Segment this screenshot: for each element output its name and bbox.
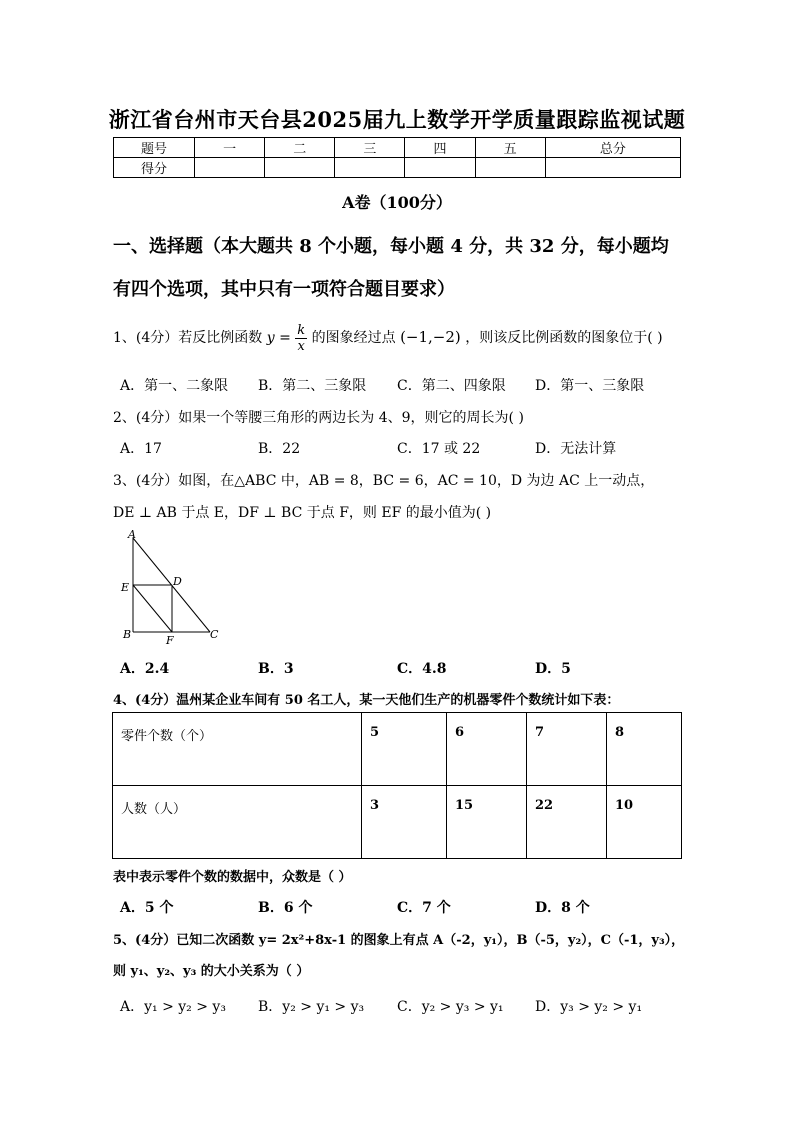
q5-option-c[interactable]: C．y₂ > y₃ > y₁ xyxy=(397,999,504,1015)
q1-option-d[interactable]: D．第一、三象限 xyxy=(535,378,645,394)
question-3-line2: DE ⊥ AB 于点 E，DF ⊥ BC 于点 F，则 EF 的最小值为( ) xyxy=(113,505,492,521)
score-table-header-row xyxy=(114,138,681,158)
q1-option-c[interactable]: C．第二、四象限 xyxy=(397,378,506,394)
q3-option-d[interactable]: D．5 xyxy=(535,661,571,677)
table-cell: 22 xyxy=(527,786,607,859)
score-cell[interactable] xyxy=(545,158,680,178)
table-cell: 10 xyxy=(607,786,682,859)
question-4: 4、(4分）温州某企业车间有 50 名工人，某一天他们生产的机器零件个数统计如下表： xyxy=(113,693,620,708)
question-5-line2: 则 y₁、y₂、y₃ 的大小关系为（ ） xyxy=(113,964,310,979)
q3-triangle-figure xyxy=(115,528,225,648)
score-cell[interactable] xyxy=(195,158,265,178)
score-header-cell: 一 xyxy=(195,138,265,158)
q3-option-b[interactable]: B．3 xyxy=(258,661,294,677)
q1-frac-num: k xyxy=(297,322,306,338)
q5-option-d[interactable]: D．y₃ > y₂ > y₁ xyxy=(535,999,643,1015)
table-cell: 7 xyxy=(527,713,607,786)
figure-label-d: D xyxy=(173,575,182,588)
q5-option-a[interactable]: A．y₁ > y₂ > y₃ xyxy=(120,999,226,1015)
q4-option-c[interactable]: C．7 个 xyxy=(397,900,451,916)
q5-option-b[interactable]: B．y₂ > y₁ > y₃ xyxy=(258,999,365,1015)
score-header-cell: 题号 xyxy=(114,138,195,158)
figure-label-e: E xyxy=(121,581,130,594)
q1-prefix: 1、(4分）若反比例函数 xyxy=(113,330,263,346)
q2-option-b[interactable]: B．22 xyxy=(258,441,301,457)
question-1 xyxy=(113,319,663,356)
q1-mid: 的图象经过点 xyxy=(311,330,396,346)
q3-option-a[interactable]: A．2.4 xyxy=(120,661,170,677)
q2-option-a[interactable]: A．17 xyxy=(120,441,162,457)
score-table-score-row xyxy=(114,158,681,178)
q2-option-c[interactable]: C．17 或 22 xyxy=(397,441,481,457)
q4-option-a[interactable]: A．5 个 xyxy=(120,900,174,916)
figure-label-f: F xyxy=(166,634,174,647)
score-cell[interactable] xyxy=(265,158,335,178)
q4-option-b[interactable]: B．6 个 xyxy=(258,900,313,916)
q1-option-a[interactable]: A．第一、二象限 xyxy=(120,378,229,394)
table-row xyxy=(113,786,682,859)
q4-option-d[interactable]: D．8 个 xyxy=(535,900,590,916)
q2-option-d[interactable]: D．无法计算 xyxy=(535,441,617,457)
figure-label-b: B xyxy=(123,628,132,641)
q4-data-table xyxy=(112,712,682,859)
figure-label-c: C xyxy=(210,628,219,641)
table-cell: 8 xyxy=(607,713,682,786)
score-cell[interactable] xyxy=(475,158,545,178)
table-cell: 3 xyxy=(362,786,447,859)
score-header-cell: 五 xyxy=(475,138,545,158)
score-row-label: 得分 xyxy=(114,158,195,178)
table-cell: 人数（人） xyxy=(113,786,362,859)
score-cell[interactable] xyxy=(335,158,405,178)
part1-heading-line2: 有四个选项，其中只有一项符合题目要求） xyxy=(113,279,455,300)
page-title: 浙江省台州市天台县2025届九上数学开学质量跟踪监视试题 xyxy=(108,107,686,132)
score-cell[interactable] xyxy=(405,158,475,178)
q1-point: (−1,−2) xyxy=(400,328,461,346)
table-row xyxy=(113,713,682,786)
score-table xyxy=(113,137,681,178)
section-a-heading: A卷（100分） xyxy=(342,193,452,212)
q1-fraction xyxy=(295,323,307,354)
score-header-cell: 总分 xyxy=(545,138,680,158)
question-2: 2、(4分）如果一个等腰三角形的两边长为 4、9，则它的周长为( ) xyxy=(113,410,524,426)
q1-option-b[interactable]: B．第二、三象限 xyxy=(258,378,367,394)
question-5-line1: 5、(4分）已知二次函数 y= 2x²+8x-1 的图象上有点 A（-2，y₁），B（-5，y₂），C（-1，y₃）， xyxy=(113,933,685,948)
table-cell: 5 xyxy=(362,713,447,786)
q1-suffix: ，则该反比例函数的图象位于( ) xyxy=(465,330,663,346)
figure-label-a: A xyxy=(128,528,136,541)
table-cell: 零件个数（个） xyxy=(113,713,362,786)
q1-lhs: y = xyxy=(266,330,291,346)
part1-heading-line1: 一、选择题（本大题共 8 个小题，每小题 4 分，共 32 分，每小题均 xyxy=(113,236,669,257)
score-header-cell: 三 xyxy=(335,138,405,158)
q3-option-c[interactable]: C．4.8 xyxy=(397,661,447,677)
q4-follow-text: 表中表示零件个数的数据中，众数是（ ） xyxy=(113,870,352,885)
table-cell: 6 xyxy=(447,713,527,786)
q1-frac-den: x xyxy=(297,338,305,354)
score-header-cell: 二 xyxy=(265,138,335,158)
table-cell: 15 xyxy=(447,786,527,859)
question-3-line1: 3、(4分）如图，在△ABC 中，AB = 8，BC = 6，AC = 10，D 为边 AC 上一动点， xyxy=(113,473,655,489)
score-header-cell: 四 xyxy=(405,138,475,158)
